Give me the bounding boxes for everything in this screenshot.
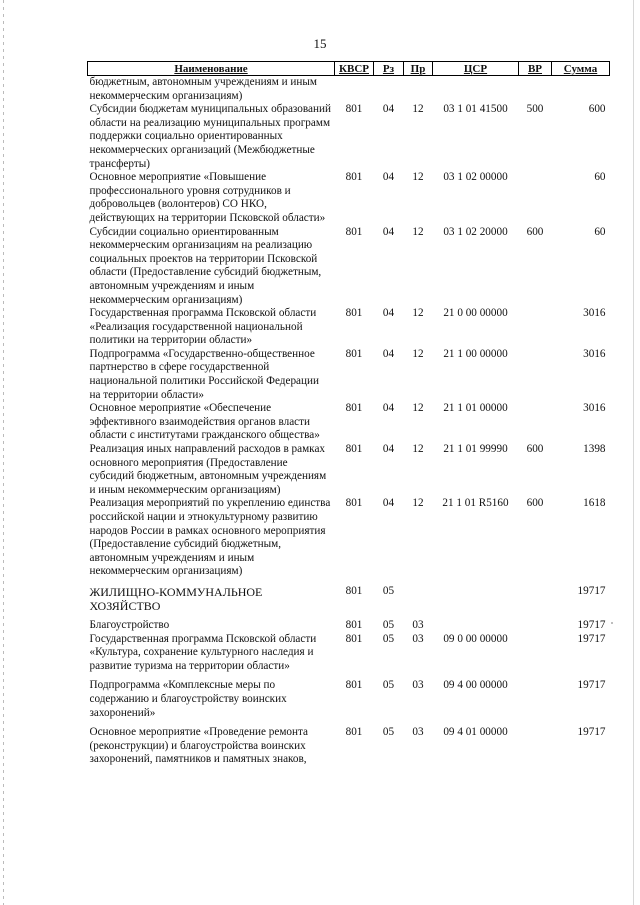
row-kvsr: 801: [345, 443, 363, 456]
table-header: [88, 62, 610, 76]
row-rz: 04: [382, 402, 395, 415]
row-rz: 04: [382, 443, 395, 456]
table-row: [88, 226, 610, 308]
header-sum: Сумма: [552, 62, 610, 76]
row-kvsr: 801: [345, 618, 363, 631]
row-pr: 12: [412, 497, 424, 510]
row-csr: 21 1 01 R5160: [442, 497, 509, 510]
table-row: [88, 171, 610, 225]
row-csr: 09 4 00 00000: [443, 679, 508, 692]
row-kvsr: 801: [345, 679, 363, 692]
row-pr: 12: [412, 171, 424, 184]
row-pr: [404, 579, 433, 613]
row-name: Основное мероприятие «Обеспечение эффективного взаимодействия органов власти области с институтами гражданского общества»: [89, 402, 320, 442]
row-pr: 12: [412, 402, 424, 415]
row-name: Реализация иных направлений расходов в рамках основного мероприятия (Предоставление субсидий бюджетным, автономным учреждениям и иным некоммерческим организациям): [89, 443, 327, 496]
row-sum: 1618: [583, 497, 606, 510]
table-row: [88, 348, 610, 402]
row-kvsr: 801: [345, 225, 363, 238]
row-pr: 12: [412, 443, 424, 456]
row-rz: 05: [382, 726, 395, 739]
row-rz: 04: [382, 171, 395, 184]
row-csr: 09 0 00 00000: [443, 632, 508, 645]
row-kvsr: 801: [345, 171, 363, 184]
row-pr: 12: [412, 225, 424, 238]
page-number: 15: [313, 36, 327, 51]
row-name: бюджетным, автономным учреждениям и иным некоммерческим организациям): [89, 76, 317, 102]
row-sum: 3016: [583, 307, 606, 320]
row-name: Субсидии социально ориентированным некоммерческим организациям на реализацию социальных проектов на территории Псковской области (Предоставление субсидий бюджетным, автономным учреждениям и иным некоммерческим организациям): [89, 225, 322, 306]
row-vr: [519, 307, 552, 348]
row-csr: 03 1 02 00000: [443, 171, 508, 184]
row-pr: 12: [412, 347, 424, 360]
row-rz: 04: [382, 347, 395, 360]
row-vr: [519, 171, 552, 225]
row-kvsr: 801: [345, 347, 363, 360]
row-kvsr: 801: [345, 584, 363, 597]
row-sum: 60: [594, 171, 606, 184]
row-vr: [519, 633, 552, 674]
row-name: Государственная программа Псковской области «Культура, сохранение культурного наследия и развитие туризма на территории области»: [89, 632, 317, 672]
row-vr: 600: [526, 443, 544, 456]
scan-speck: [611, 622, 613, 624]
table-row: [88, 497, 610, 579]
row-csr: [433, 579, 519, 613]
scan-left-edge: [3, 0, 4, 905]
header-rz: Рз: [374, 62, 404, 76]
row-pr: 03: [412, 726, 424, 739]
row-sum: 19717: [577, 618, 606, 631]
row-vr: [519, 720, 552, 767]
row-kvsr: 801: [345, 726, 363, 739]
scan-right-edge: [633, 0, 634, 905]
row-pr: 03: [412, 618, 424, 631]
row-vr: 600: [526, 497, 544, 510]
row-pr: [404, 76, 433, 104]
table-row: [88, 720, 610, 767]
row-kvsr: 801: [345, 632, 363, 645]
row-vr: [519, 579, 552, 613]
row-sum: 600: [588, 103, 606, 116]
row-rz: 05: [382, 584, 395, 597]
row-sum: 1398: [583, 443, 606, 456]
row-rz: [374, 76, 404, 104]
header-kvsr: КВСР: [335, 62, 374, 76]
row-vr: [519, 402, 552, 443]
row-csr: 03 1 02 20000: [443, 225, 508, 238]
row-csr: [433, 613, 519, 633]
header-name: Наименование: [88, 62, 335, 76]
row-csr: 21 1 01 99990: [443, 443, 508, 456]
row-pr: 03: [412, 679, 424, 692]
row-kvsr: 801: [345, 103, 363, 116]
table-body: [88, 76, 610, 767]
row-name: Подпрограмма «Комплексные меры по содержанию и благоустройству воинских захоронений»: [89, 679, 287, 719]
row-kvsr: [335, 76, 374, 104]
row-csr: 09 4 01 00000: [443, 726, 508, 739]
row-rz: 04: [382, 307, 395, 320]
table-row: [88, 633, 610, 674]
table-row: [88, 307, 610, 348]
row-kvsr: 801: [345, 307, 363, 320]
row-name: Основное мероприятие «Повышение профессионального уровня сотрудников и добровольцев (волонтеров) СО НКО, действующих на территории Псковской области»: [89, 171, 326, 224]
row-vr: [519, 613, 552, 633]
table-row: [88, 103, 610, 171]
table-row: [88, 579, 610, 613]
row-vr: [519, 348, 552, 402]
row-sum: 19717: [577, 584, 606, 597]
row-sum: [552, 76, 610, 104]
header-vr: ВР: [519, 62, 552, 76]
row-sum: 19717: [577, 726, 606, 739]
row-name: Государственная программа Псковской области «Реализация государственной национальной политики на территории области»: [89, 307, 317, 347]
table-row: [88, 673, 610, 720]
row-vr: [519, 76, 552, 104]
row-csr: [433, 76, 519, 104]
row-vr: 500: [526, 103, 544, 116]
row-pr: 12: [412, 103, 424, 116]
row-csr: 21 1 01 00000: [443, 402, 508, 415]
row-name: Основное мероприятие «Проведение ремонта (реконструкции) и благоустройства воинских захоронений, памятников и памятных знаков,: [89, 726, 308, 766]
table-row: [88, 613, 610, 633]
header-pr: Пр: [404, 62, 433, 76]
row-name: Благоустройство: [89, 618, 170, 631]
row-sum: 3016: [583, 347, 606, 360]
row-pr: 03: [412, 632, 424, 645]
row-rz: 05: [382, 679, 395, 692]
row-sum: 19717: [577, 679, 606, 692]
row-name: ЖИЛИЩНО-КОММУНАЛЬНОЕ ХОЗЯЙСТВО: [89, 584, 263, 613]
row-csr: 03 1 01 41500: [443, 103, 508, 116]
row-kvsr: 801: [345, 497, 363, 510]
row-rz: 04: [382, 103, 395, 116]
table-row: [88, 76, 610, 104]
row-csr: 21 1 00 00000: [443, 347, 508, 360]
table-row: [88, 402, 610, 443]
row-name: Субсидии бюджетам муниципальных образований области на реализацию муниципальных программ поддержки социально ориентированных некоммерческих организаций (Межбюджетные трансферты): [89, 103, 331, 170]
budget-table: [87, 61, 610, 767]
row-vr: 600: [526, 225, 544, 238]
row-sum: 3016: [583, 402, 606, 415]
row-name: Подпрограмма «Государственно-общественное партнерство в сфере государственной национальной политики Российской Федерации на территории области»: [89, 347, 319, 401]
row-pr: 12: [412, 307, 424, 320]
row-sum: 60: [594, 225, 606, 238]
row-rz: 04: [382, 225, 395, 238]
row-kvsr: 801: [345, 402, 363, 415]
row-rz: 04: [382, 497, 395, 510]
row-csr: 21 0 00 00000: [443, 307, 508, 320]
row-name: Реализация мероприятий по укреплению единства российской нации и этнокультурному развитию народов России в рамках основного мероприятия (Предоставление субсидий бюджетным, автономным учреждениям и иным некоммерческим организациям): [89, 497, 331, 578]
table-row: [88, 443, 610, 497]
header-csr: ЦСР: [433, 62, 519, 76]
row-rz: 05: [382, 618, 395, 631]
row-rz: 05: [382, 632, 395, 645]
row-sum: 19717: [577, 632, 606, 645]
row-vr: [519, 673, 552, 720]
